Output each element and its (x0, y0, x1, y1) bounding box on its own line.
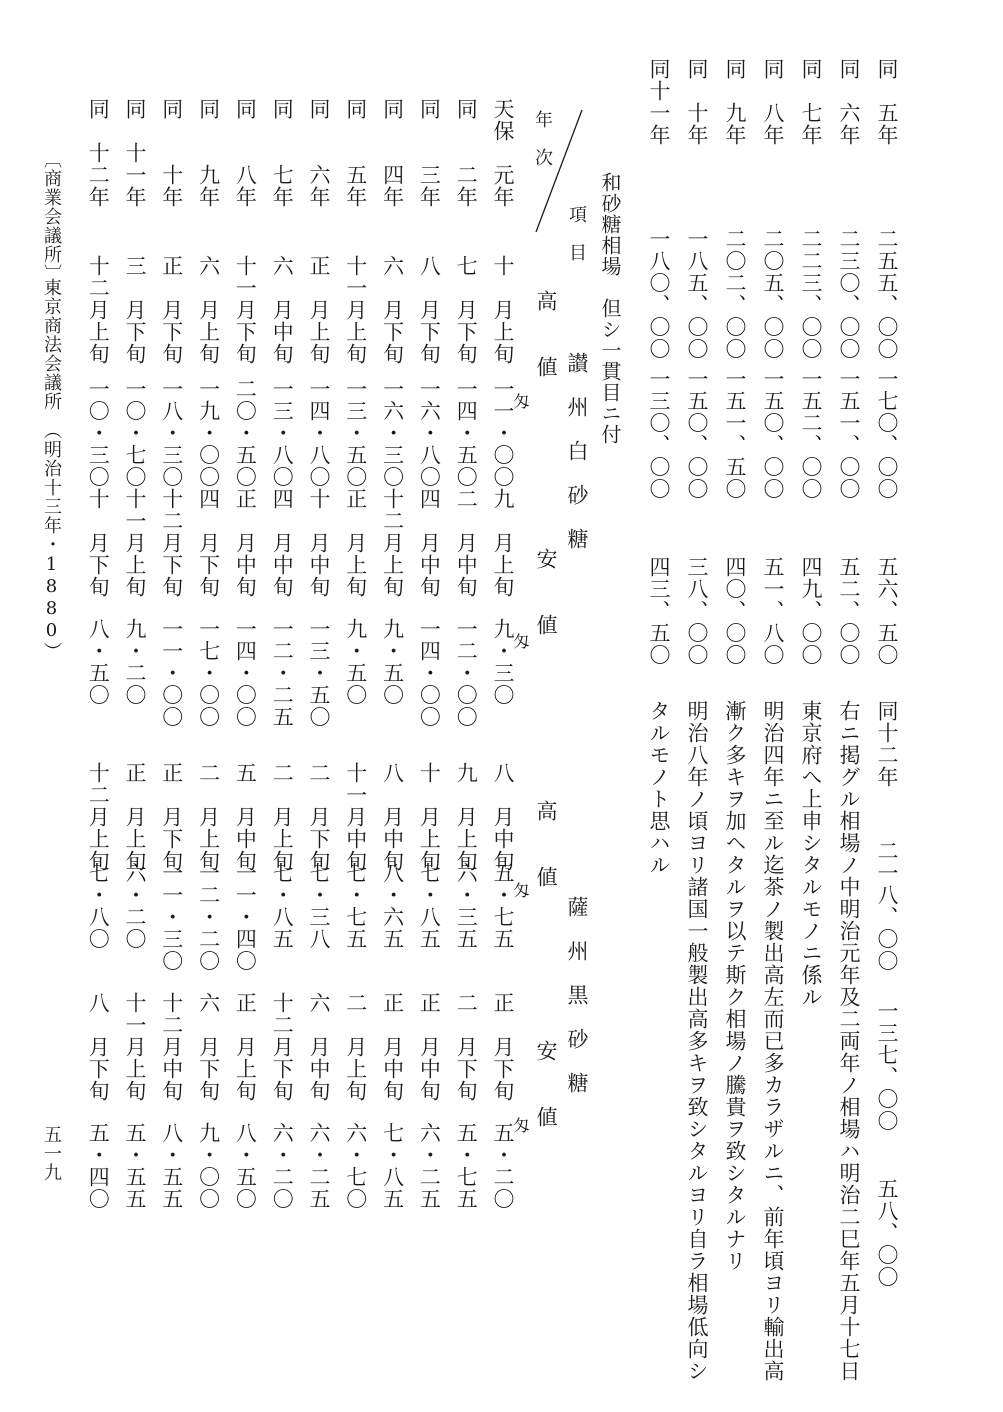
satsuma-low-date: 六 月中旬 (307, 992, 331, 1102)
satsuma-high-value: 七・八五 (270, 862, 295, 950)
satsuma-low-date: 八 月下旬 (86, 992, 111, 1102)
sanuki-low-date: 四 月中旬 (270, 488, 295, 598)
sanuki-high-value: 一九・〇〇 (196, 378, 221, 488)
sanuki-low-value: 一一・〇〇 (159, 618, 184, 728)
right-value-cell: 一五二、〇〇 (799, 368, 823, 500)
satsuma-low-date: 十一月上旬 (123, 992, 147, 1102)
note-line: 明治四年ニ至ル迄茶ノ製出高左而已多カラザルニ、前年頃ヨリ輸出高 (761, 700, 785, 1382)
satsuma-high-date: 二 月下旬 (307, 762, 331, 872)
satsuma-low-date: 正 月上旬 (233, 992, 258, 1102)
sanuki-high-value: 一〇・七〇 (123, 378, 147, 488)
satsuma-low-value: 六・二五 (417, 1122, 442, 1210)
satsuma-low-value: 六・七〇 (343, 1122, 368, 1210)
sanuki-low-date: 四 月中旬 (417, 488, 442, 598)
unit-mark: 匁 (511, 633, 530, 650)
sanuki-low-date: 十二月下旬 (159, 488, 184, 598)
sanuki-high-date: 六 月中旬 (270, 255, 295, 365)
right-value-cell: 二〇五、〇〇 (761, 228, 785, 360)
right-value-cell: 一五一、五〇 (723, 368, 747, 500)
satsuma-low-value: 五・四〇 (86, 1122, 111, 1210)
right-value-cell: 二五五、〇〇 (875, 228, 899, 360)
satsuma-low-date: 正 月下旬 (491, 992, 515, 1102)
right-year-cell: 同十二年 (875, 700, 899, 788)
satsuma-label: 薩 州 黒 砂 糖 (565, 896, 589, 1094)
satsuma-low-value: 七・八五 (380, 1122, 405, 1210)
year-cell: 同 八年 (233, 98, 258, 208)
satsuma-low-date: 十二月中旬 (159, 992, 184, 1102)
satsuma-high-date: 正 月上旬 (123, 762, 147, 872)
right-value-cell: 一五〇、〇〇 (761, 368, 785, 500)
year-cell: 同 二年 (454, 98, 479, 208)
satsuma-high-date: 九 月上旬 (454, 762, 479, 872)
satsuma-high-value: 六・三五 (454, 862, 479, 950)
sanuki-low-value: 九・三〇 (491, 618, 515, 706)
right-value-cell: 二〇二、〇〇 (723, 228, 747, 360)
right-value-cell: 四九、〇〇 (799, 556, 823, 666)
year-cell: 同 十一年 (123, 98, 147, 208)
satsuma-low-value: 六・二五 (307, 1122, 331, 1210)
satsuma-high-value: 七・八〇 (86, 862, 111, 950)
source-label: 〔商業会議所〕 (41, 150, 62, 283)
sanuki-high-label: 高 値 (534, 290, 558, 378)
satsuma-low-value: 五・五五 (123, 1122, 147, 1210)
right-value-cell: 五八、〇〇 (875, 1178, 899, 1288)
sanuki-high-value: 一三・五〇 (343, 378, 368, 488)
right-value-cell: 一八五、〇〇 (685, 228, 709, 360)
right-value-cell: 二二三、〇〇 (799, 228, 823, 360)
satsuma-high-value: 七・三八 (307, 862, 331, 950)
right-value-cell: 一八〇、〇〇 (647, 228, 671, 360)
sanuki-high-date: 十一月下旬 (233, 255, 258, 365)
sanuki-low-value: 一四・〇〇 (417, 618, 442, 728)
sanuki-low-value: 一七・〇〇 (196, 618, 221, 728)
sanuki-high-date: 六 月下旬 (380, 255, 405, 365)
satsuma-high-value: 一二・二〇 (196, 862, 221, 972)
satsuma-low-date: 十二月下旬 (270, 992, 295, 1102)
satsuma-high-value: 七・八五 (417, 862, 442, 950)
sanuki-high-date: 十一月上旬 (343, 255, 368, 365)
sanuki-low-label: 安 値 (534, 548, 558, 636)
satsuma-high-date: 五 月中旬 (233, 762, 258, 872)
satsuma-low-label: 安 値 (534, 1040, 558, 1128)
right-year-cell: 同 九年 (723, 58, 747, 146)
satsuma-high-date: 二 月上旬 (270, 762, 295, 872)
sanuki-low-value: 八・五〇 (86, 618, 111, 706)
sanuki-low-date: 十 月中旬 (307, 488, 331, 598)
sanuki-high-value: 一八・三〇 (159, 378, 184, 488)
satsuma-high-date: 八 月中旬 (491, 762, 515, 872)
sanuki-high-date: 七 月下旬 (454, 255, 479, 365)
note-line: タルモノト思ハル (647, 700, 671, 876)
source-text: 東京商法会議所 （明治十三年・1880） (41, 278, 62, 661)
satsuma-high-date: 十 月上旬 (417, 762, 442, 872)
right-year-cell: 同 八年 (761, 58, 785, 146)
sanuki-high-value: 一六・三〇 (380, 378, 405, 488)
satsuma-low-date: 六 月下旬 (196, 992, 221, 1102)
sanuki-high-value: 一四・五〇 (454, 378, 479, 488)
year-cell: 同 十二年 (86, 98, 111, 208)
right-year-cell: 同 五年 (875, 58, 899, 146)
page-number: 五一九 (41, 1125, 62, 1182)
sanuki-low-value: 一三・五〇 (307, 618, 331, 728)
satsuma-low-value: 五・七五 (454, 1122, 479, 1210)
note-line: 漸ク多キヲ加ヘタルヲ以テ斯ク相場ノ騰貴ヲ致シタルナリ (723, 700, 747, 1272)
sanuki-low-date: 十二月上旬 (380, 488, 405, 598)
sanuki-low-value: 九・五〇 (380, 618, 405, 706)
satsuma-low-date: 正 月中旬 (380, 992, 405, 1102)
right-value-cell: 四〇、〇〇 (723, 556, 747, 666)
year-cell: 同 六年 (307, 98, 331, 208)
satsuma-low-value: 六・二〇 (270, 1122, 295, 1210)
satsuma-high-date: 二 月上旬 (196, 762, 221, 872)
sanuki-low-date: 二 月中旬 (454, 488, 479, 598)
year-cell: 同 四年 (380, 98, 405, 208)
satsuma-high-value: 八・六五 (380, 862, 405, 950)
satsuma-high-date: 正 月下旬 (159, 762, 184, 872)
satsuma-low-value: 八・五〇 (233, 1122, 258, 1210)
right-value-cell: 五二、〇〇 (837, 556, 861, 666)
year-cell: 同 七年 (270, 98, 295, 208)
right-value-cell: 二一八、〇〇 (875, 840, 899, 972)
satsuma-high-date: 八 月中旬 (380, 762, 405, 872)
year-cell: 同 五年 (343, 98, 368, 208)
right-value-cell: 五六、五〇 (875, 556, 899, 666)
satsuma-low-value: 八・五五 (159, 1122, 184, 1210)
sanuki-low-value: 九・五〇 (343, 618, 368, 706)
right-value-cell: 一五一、〇〇 (837, 368, 861, 500)
sanuki-low-date: 十 月下旬 (86, 488, 111, 598)
satsuma-high-value: 一一・三〇 (159, 862, 184, 972)
sanuki-high-date: 十 月上旬 (491, 255, 515, 365)
right-value-cell: 一三〇、〇〇 (647, 368, 671, 500)
sanuki-high-value: 一一・〇〇 (491, 378, 515, 488)
sanuki-high-date: 三 月下旬 (123, 255, 147, 365)
note-line: 明治八年ノ頃ヨリ諸国一般製出高多キヲ致シタルヨリ自ラ相場低向シ (685, 700, 709, 1382)
sanuki-high-date: 正 月上旬 (307, 255, 331, 365)
sanuki-low-value: 一二・二五 (270, 618, 295, 728)
sanuki-low-value: 一二・〇〇 (454, 618, 479, 728)
satsuma-low-date: 正 月中旬 (417, 992, 442, 1102)
right-value-cell: 四三、五〇 (647, 556, 671, 666)
sanuki-low-date: 正 月中旬 (233, 488, 258, 598)
sanuki-low-value: 一四・〇〇 (233, 618, 258, 728)
sanuki-low-date: 十一月上旬 (123, 488, 147, 598)
right-year-cell: 同十一年 (647, 58, 671, 146)
satsuma-high-value: 一一・四〇 (233, 862, 258, 972)
satsuma-low-value: 五・二〇 (491, 1122, 515, 1210)
sanuki-low-date: 四 月下旬 (196, 488, 221, 598)
satsuma-low-value: 九・〇〇 (196, 1122, 221, 1210)
note-line: 東京府へ上申シタルモノニ係ル (799, 700, 823, 1008)
unit-mark: 匁 (511, 393, 530, 410)
right-value-cell: 一三七、〇〇 (875, 1000, 899, 1132)
sanuki-high-value: 一六・八〇 (417, 378, 442, 488)
sanuki-high-value: 一四・八〇 (307, 378, 331, 488)
sanuki-label: 讃 州 白 砂 糖 (565, 352, 589, 550)
sanuki-high-date: 十二月上旬 (86, 255, 111, 365)
satsuma-high-label: 高 値 (534, 800, 558, 888)
table-title: 和砂糖相場 但シ一貫目ニ付 (598, 172, 622, 445)
sanuki-high-date: 八 月下旬 (417, 255, 442, 365)
satsuma-high-date: 十一月中旬 (343, 762, 368, 872)
satsuma-high-value: 六・二〇 (123, 862, 147, 950)
sanuki-low-date: 九 月上旬 (491, 488, 515, 598)
satsuma-low-date: 二 月下旬 (454, 992, 479, 1102)
note-line: 右ニ掲グル相場ノ中明治元年及二両年ノ相場ハ明治二巳年五月十七日 (837, 700, 861, 1382)
year-cell: 同 三年 (417, 98, 442, 208)
satsuma-low-date: 二 月上旬 (343, 992, 368, 1102)
unit-mark: 匁 (511, 1117, 530, 1134)
sanuki-high-date: 正 月下旬 (159, 255, 184, 365)
right-value-cell: 一五〇、〇〇 (685, 368, 709, 500)
sanuki-low-date: 正 月上旬 (343, 488, 368, 598)
satsuma-high-value: 七・七五 (343, 862, 368, 950)
right-year-cell: 同 七年 (799, 58, 823, 146)
sanuki-high-value: 一三・八〇 (270, 378, 295, 488)
year-cell: 同 十年 (159, 98, 184, 208)
sanuki-high-value: 一〇・三〇 (86, 378, 111, 488)
right-value-cell: 二三〇、〇〇 (837, 228, 861, 360)
header-year: 年 次 (532, 110, 553, 167)
sanuki-low-value: 九・二〇 (123, 618, 147, 706)
right-year-cell: 同 十年 (685, 58, 709, 146)
sanuki-high-value: 二〇・五〇 (233, 378, 258, 488)
right-value-cell: 一七〇、〇〇 (875, 368, 899, 500)
sanuki-high-date: 六 月上旬 (196, 255, 221, 365)
right-year-cell: 同 六年 (837, 58, 861, 146)
year-cell: 同 九年 (196, 98, 221, 208)
right-value-cell: 三八、〇〇 (685, 556, 709, 666)
satsuma-high-date: 十二月上旬 (86, 762, 111, 872)
right-value-cell: 五一、八〇 (761, 556, 785, 666)
year-cell: 天保 元年 (491, 98, 515, 208)
satsuma-high-value: 五・七五 (491, 862, 515, 950)
header-item: 項 目 (566, 205, 587, 262)
unit-mark: 匁 (511, 882, 530, 899)
